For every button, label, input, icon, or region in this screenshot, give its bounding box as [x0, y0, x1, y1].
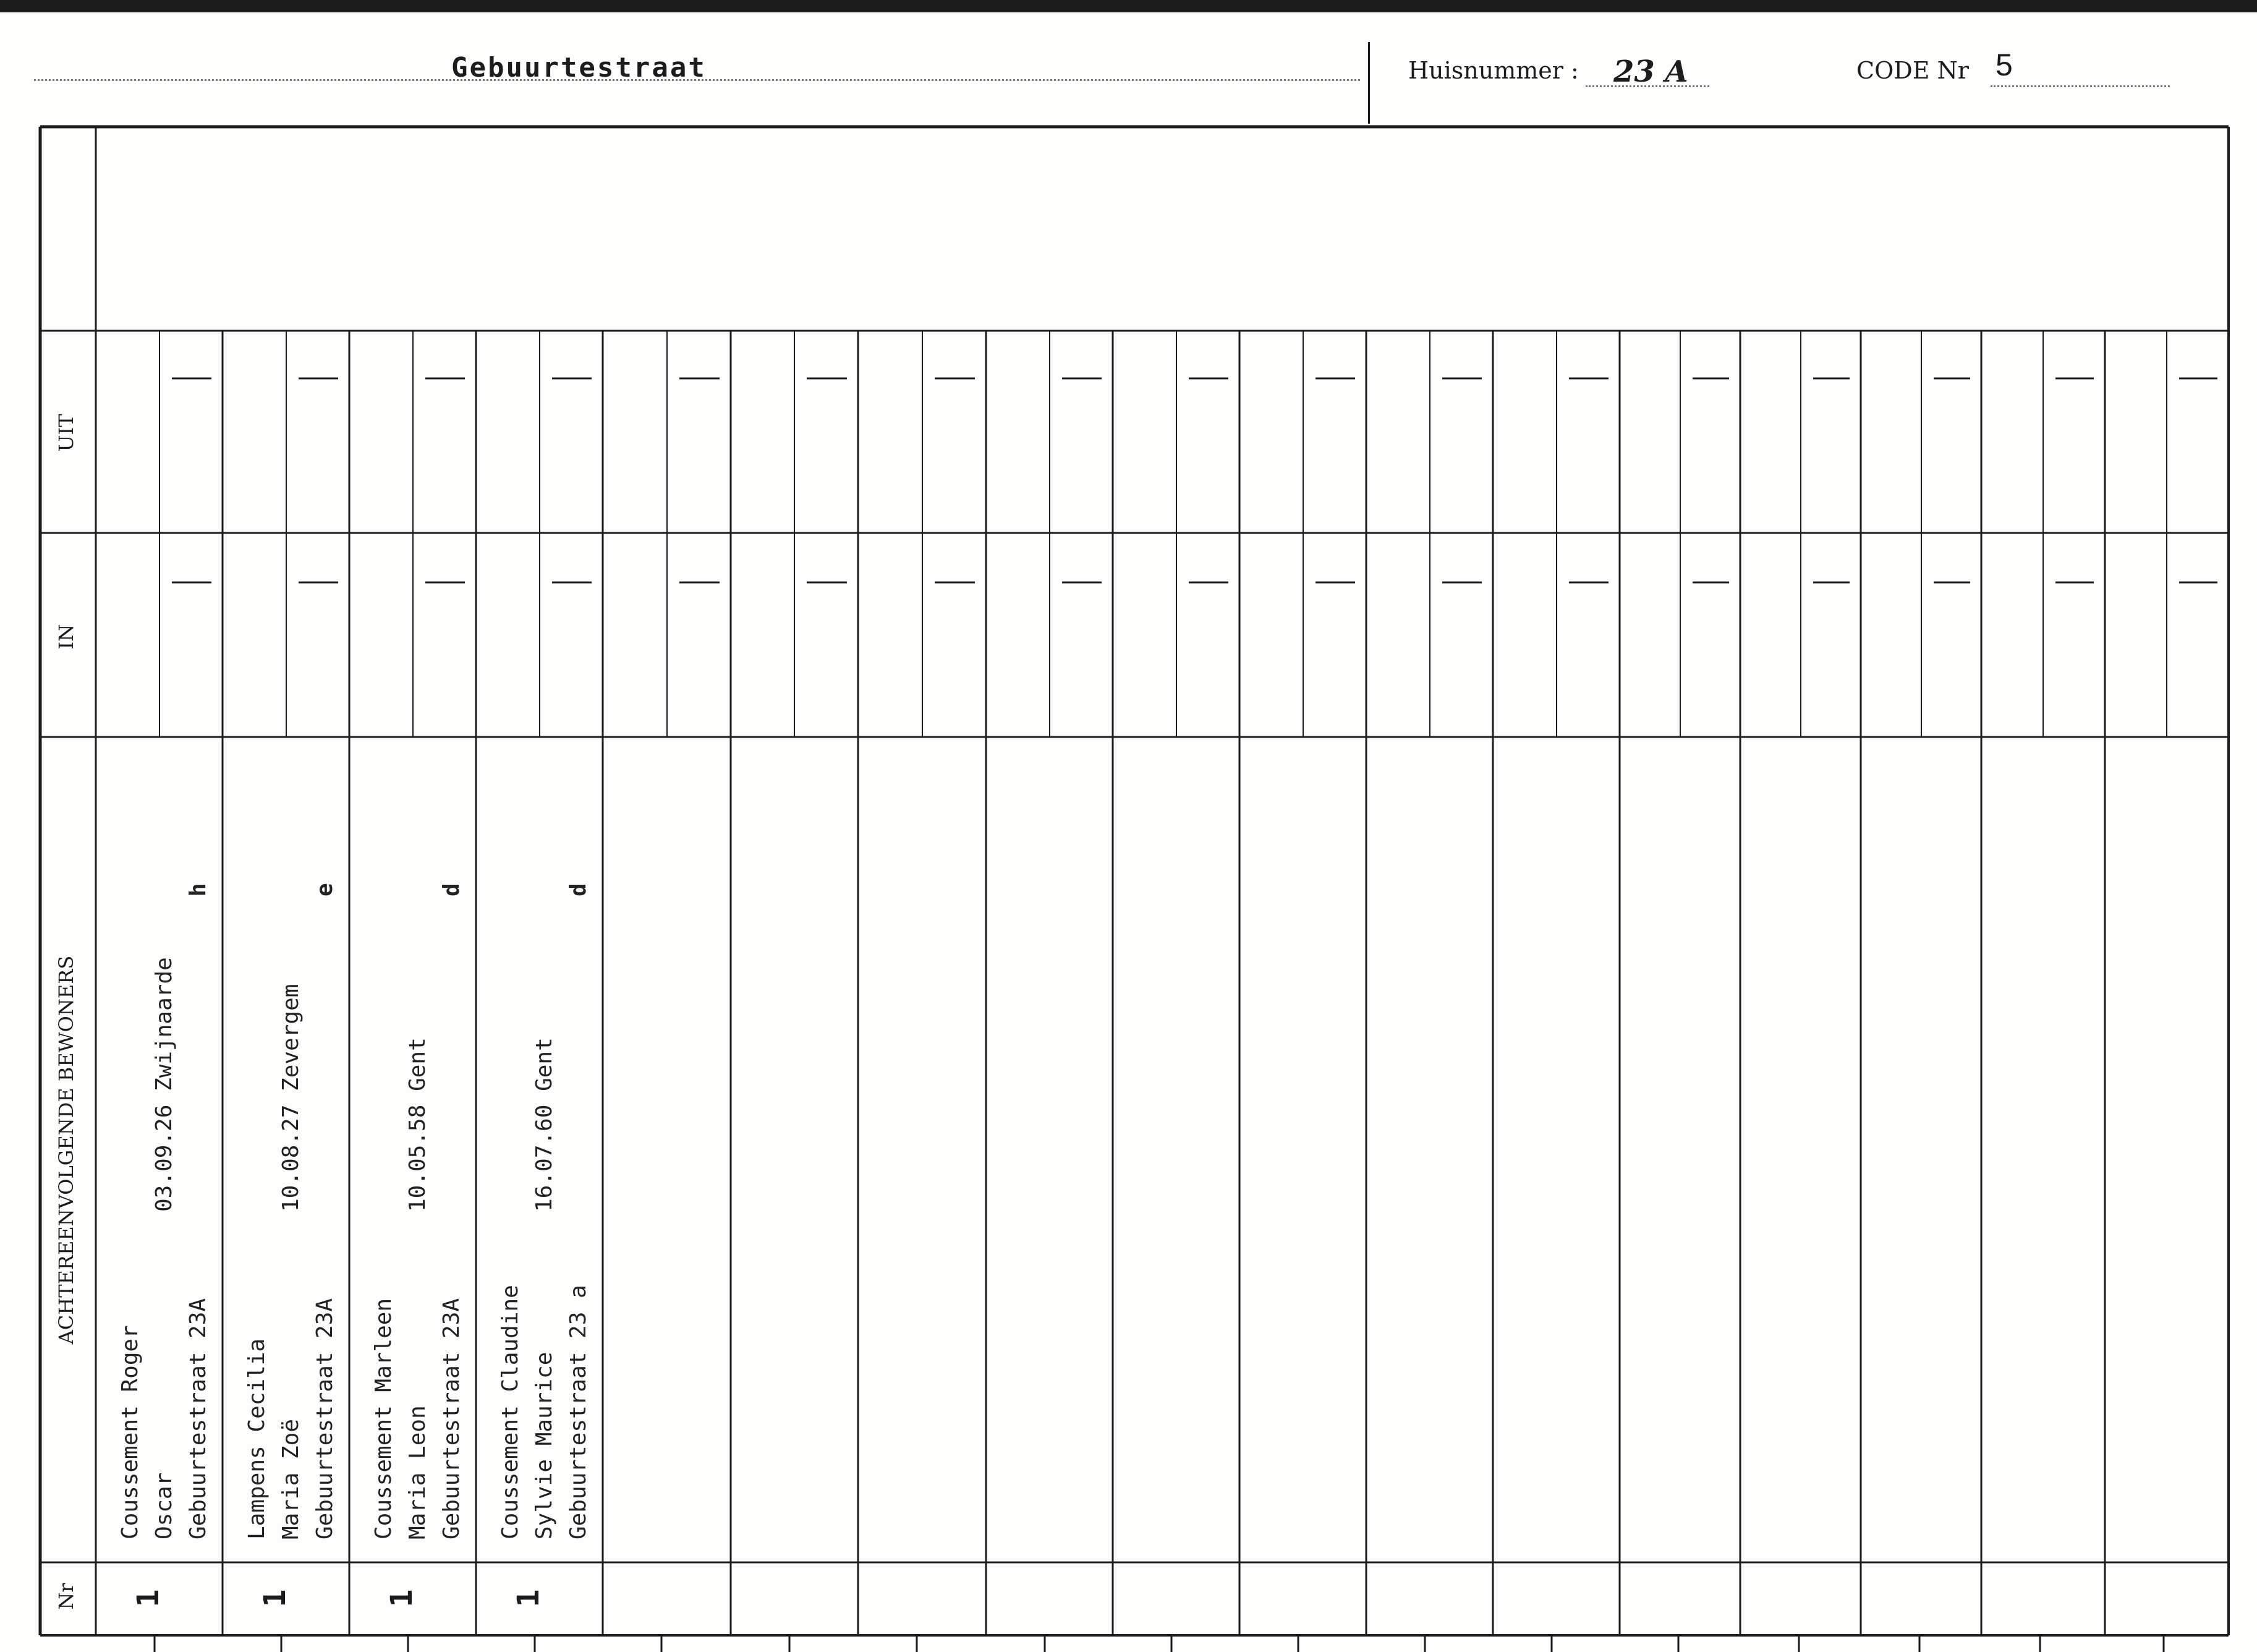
house-number-label: Huisnummer :: [1408, 57, 1579, 84]
resident-line: Coussement Roger: [117, 1325, 143, 1539]
resident-line: Gebuurtestraat 23 a: [566, 1285, 591, 1539]
label-uit: UIT: [54, 414, 78, 452]
resident-nr: 1: [258, 1589, 292, 1607]
resident-code-letter: h: [185, 883, 211, 896]
resident-nr: 1: [385, 1589, 419, 1607]
resident-entry: [493, 767, 595, 1539]
resident-code-letter: e: [312, 883, 338, 896]
resident-birth: 10.05.58 Gent: [405, 1037, 430, 1212]
resident-line: Sylvie Maurice: [532, 1352, 557, 1539]
resident-entry: [113, 767, 215, 1539]
resident-line: Oscar: [151, 1472, 177, 1539]
code-number: 5: [1996, 48, 2013, 82]
resident-line: Maria Zoë: [278, 1418, 304, 1539]
house-number-value: 23 A: [1613, 54, 1688, 89]
resident-code-letter: d: [439, 883, 464, 896]
resident-birth: 10.08.27 Zevergem: [278, 984, 304, 1212]
resident-nr: 1: [511, 1589, 546, 1607]
resident-line: Coussement Claudine: [498, 1285, 523, 1539]
resident-line: Lampens Cecilia: [244, 1338, 270, 1539]
resident-line: Gebuurtestraat 23A: [185, 1298, 211, 1539]
code-label: CODE Nr: [1856, 57, 1969, 84]
resident-line: Maria Leon: [405, 1405, 430, 1539]
resident-birth: 03.09.26 Zwijnaarde: [151, 957, 177, 1212]
resident-line: Coussement Marleen: [371, 1298, 396, 1539]
label-residents: ACHTEREENVOLGENDE BEWONERS: [54, 955, 78, 1345]
label-nr: Nr: [54, 1583, 78, 1610]
resident-code-letter: d: [566, 883, 591, 896]
resident-birth: 16.07.60 Gent: [532, 1037, 557, 1212]
resident-line: Gebuurtestraat 23A: [439, 1298, 464, 1539]
street-name: Gebuurtestraat: [451, 52, 707, 83]
label-in: IN: [54, 624, 78, 650]
resident-line: Gebuurtestraat 23A: [312, 1298, 338, 1539]
resident-nr: 1: [131, 1589, 166, 1607]
resident-entry: [240, 767, 342, 1539]
resident-entry: [367, 767, 469, 1539]
